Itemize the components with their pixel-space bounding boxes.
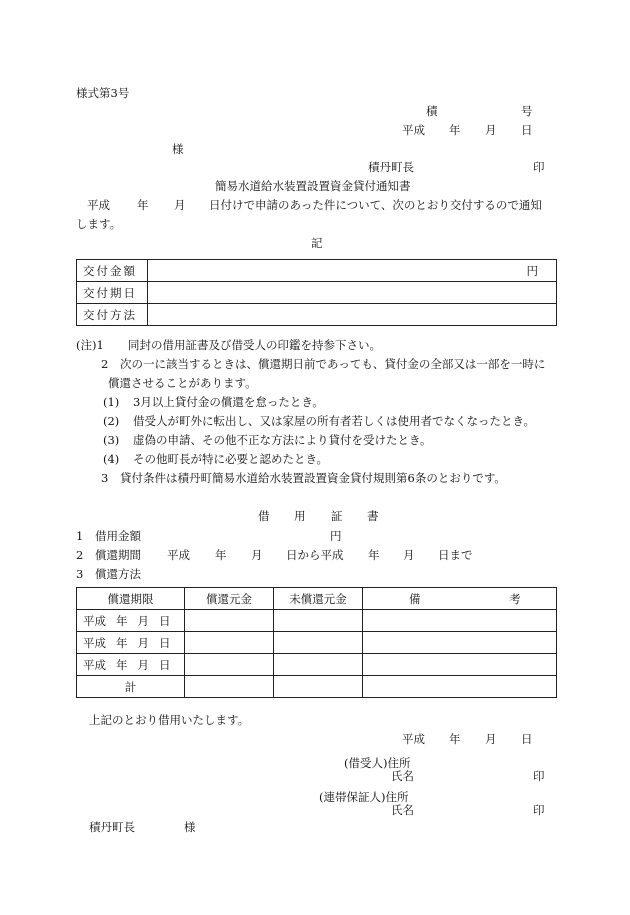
row-era: 平成 bbox=[83, 657, 106, 672]
borrower-address-label: (借受人)住所 bbox=[344, 756, 411, 770]
title-char: 借 bbox=[258, 509, 270, 523]
table-cell bbox=[274, 610, 363, 632]
col-header-remarks bbox=[363, 588, 557, 610]
certificate-addressee-suffix: 様 bbox=[184, 820, 196, 834]
row-era: 平成 bbox=[83, 613, 106, 628]
guarantor-seal: 印 bbox=[533, 803, 545, 817]
table-row bbox=[77, 654, 557, 676]
date-day: 日 bbox=[521, 123, 533, 137]
period-part: 日まで bbox=[438, 548, 473, 562]
item2-label: 償還期間 bbox=[95, 548, 141, 562]
grant-amount-label: 交付金額 bbox=[77, 260, 148, 282]
guarantor-name-label: 氏名 bbox=[391, 803, 414, 817]
title-char: 用 bbox=[294, 509, 306, 523]
row-month: 月 bbox=[137, 635, 149, 650]
sub-text: 借受人が町外に転出し、又は家屋の所有者若しくは使用者でなくなったとき。 bbox=[133, 414, 536, 428]
form-number: 様式第3号 bbox=[76, 86, 130, 100]
sub-num: (2) bbox=[103, 414, 120, 428]
col-header: 備 bbox=[409, 591, 421, 606]
date-year: 年 bbox=[449, 123, 461, 137]
period-part: 年 bbox=[215, 548, 227, 562]
sub-num: (4) bbox=[103, 452, 120, 466]
col-header: 償還期限 bbox=[77, 588, 185, 610]
note1-text: 同封の借用証書及び借受人の印鑑を持参下さい。 bbox=[128, 338, 381, 352]
sub-text: 3月以上貸付金の償還を怠ったとき。 bbox=[133, 395, 324, 409]
item3-label: 償還方法 bbox=[95, 567, 141, 581]
grant-amount-value: 円 bbox=[148, 260, 557, 282]
grant-date-label: 交付期日 bbox=[77, 282, 148, 304]
due-date-cell bbox=[77, 632, 185, 654]
body-era: 平成 bbox=[87, 198, 110, 212]
title-char: 書 bbox=[367, 509, 379, 523]
period-part: 平成 bbox=[167, 548, 190, 562]
ki-mark: 記 bbox=[311, 236, 323, 250]
addressee-suffix: 様 bbox=[172, 142, 184, 156]
grant-date-value bbox=[148, 282, 557, 304]
sub-num: (3) bbox=[103, 433, 120, 447]
body-rest: 日付けで申請のあった件について、次のとおり交付するので通知 bbox=[209, 198, 542, 212]
item2-num: 2 bbox=[76, 548, 84, 562]
date-day: 日 bbox=[521, 732, 533, 746]
row-day: 日 bbox=[159, 613, 171, 628]
table-cell bbox=[363, 632, 557, 654]
period-part: 月 bbox=[251, 548, 263, 562]
period-part: 年 bbox=[368, 548, 380, 562]
note1-prefix: (注)1 bbox=[76, 338, 104, 352]
table-cell bbox=[185, 610, 274, 632]
item1-label: 借用金額 bbox=[95, 529, 141, 543]
period-part: 日から平成 bbox=[286, 548, 344, 562]
repayment-table bbox=[76, 587, 557, 698]
col-header: 未償還元金 bbox=[274, 588, 363, 610]
table-cell bbox=[185, 654, 274, 676]
table-row bbox=[77, 610, 557, 632]
borrower-seal: 印 bbox=[533, 769, 545, 783]
date-month: 月 bbox=[485, 732, 497, 746]
row-year: 年 bbox=[116, 613, 128, 628]
item1-unit: 円 bbox=[330, 529, 342, 543]
item3-num: 3 bbox=[76, 567, 84, 581]
table-row bbox=[77, 588, 557, 610]
sub-text: その他町長が特に必要と認めたとき。 bbox=[133, 452, 329, 466]
body-line2: します。 bbox=[76, 217, 122, 231]
note3-num: 3 bbox=[101, 471, 109, 485]
issuer: 積丹町長 bbox=[368, 160, 414, 174]
grant-method-value bbox=[148, 304, 557, 326]
row-month: 月 bbox=[137, 613, 149, 628]
table-row bbox=[77, 632, 557, 654]
row-year: 年 bbox=[116, 635, 128, 650]
table-cell bbox=[185, 676, 274, 698]
due-date-cell bbox=[77, 610, 185, 632]
note2-line1: 次の一に該当するときは、償還期日前であっても、貸付金の全部又は一部を一時に bbox=[120, 357, 546, 371]
closing-text: 上記のとおり借用いたします。 bbox=[89, 713, 250, 727]
table-cell bbox=[363, 676, 557, 698]
row-day: 日 bbox=[159, 657, 171, 672]
doc-number-prefix: 積 bbox=[426, 104, 438, 118]
col-header: 償還元金 bbox=[185, 588, 274, 610]
date-era: 平成 bbox=[402, 732, 425, 746]
body-month: 月 bbox=[174, 198, 186, 212]
date-year: 年 bbox=[449, 732, 461, 746]
table-cell bbox=[363, 610, 557, 632]
guarantor-address-label: (連帯保証人)住所 bbox=[319, 790, 409, 804]
table-row bbox=[77, 676, 557, 698]
table-cell bbox=[185, 632, 274, 654]
table-cell bbox=[274, 676, 363, 698]
period-part: 月 bbox=[403, 548, 415, 562]
table-row bbox=[77, 260, 557, 282]
col-header: 考 bbox=[509, 591, 521, 606]
total-label: 計 bbox=[77, 676, 185, 698]
item1-num: 1 bbox=[76, 529, 84, 543]
grant-method-label: 交付方法 bbox=[77, 304, 148, 326]
body-year: 年 bbox=[137, 198, 149, 212]
row-year: 年 bbox=[116, 657, 128, 672]
borrower-name-label: 氏名 bbox=[391, 769, 414, 783]
row-day: 日 bbox=[159, 635, 171, 650]
row-month: 月 bbox=[137, 657, 149, 672]
grant-table bbox=[76, 259, 557, 326]
note2-line2: 償還させることがあります。 bbox=[108, 376, 257, 390]
row-era: 平成 bbox=[83, 635, 106, 650]
due-date-cell bbox=[77, 654, 185, 676]
doc-number-suffix: 号 bbox=[521, 104, 533, 118]
certificate-addressee: 積丹町長 bbox=[89, 820, 135, 834]
notice-title: 簡易水道給水装置設置資金貸付通知書 bbox=[215, 179, 411, 193]
issuer-seal: 印 bbox=[533, 160, 545, 174]
title-char: 証 bbox=[331, 509, 343, 523]
date-month: 月 bbox=[485, 123, 497, 137]
sub-text: 虚偽の申請、その他不正な方法により貸付を受けたとき。 bbox=[133, 433, 432, 447]
table-cell bbox=[274, 632, 363, 654]
table-cell bbox=[363, 654, 557, 676]
note3-text: 貸付条件は積丹町簡易水道給水装置設置資金貸付規則第6条のとおりです。 bbox=[120, 471, 506, 485]
table-cell bbox=[274, 654, 363, 676]
note2-num: 2 bbox=[101, 357, 109, 371]
table-row bbox=[77, 282, 557, 304]
table-row bbox=[77, 304, 557, 326]
date-era: 平成 bbox=[402, 123, 425, 137]
sub-num: (1) bbox=[103, 395, 120, 409]
